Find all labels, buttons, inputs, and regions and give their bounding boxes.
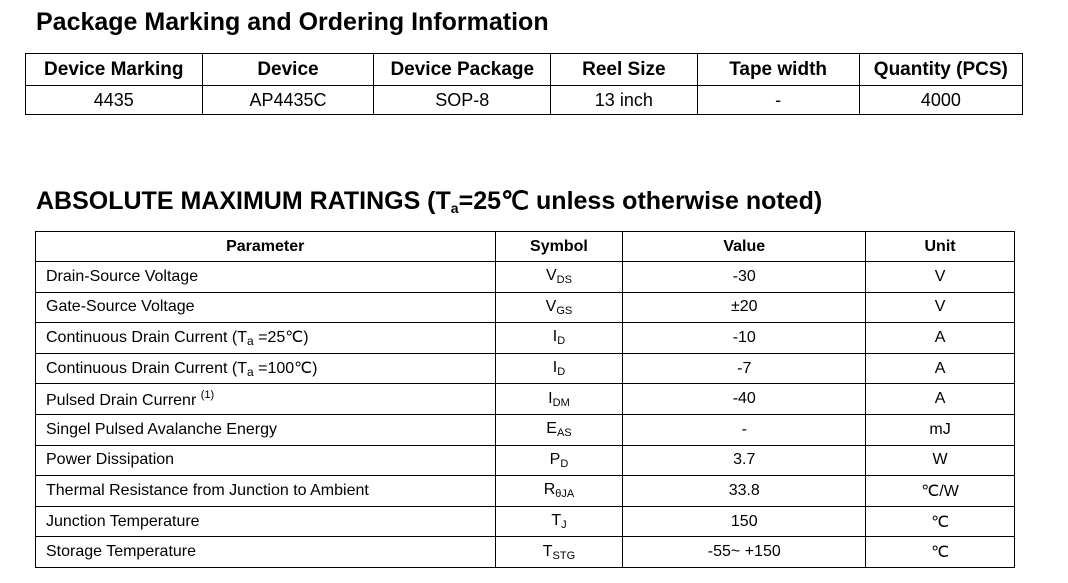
header-quantity: Quantity (PCS) bbox=[859, 54, 1022, 86]
cell-parameter bbox=[36, 323, 496, 354]
cell-parameter bbox=[36, 476, 496, 507]
cell-parameter bbox=[36, 445, 496, 476]
symbol-subscript: J bbox=[561, 519, 567, 532]
cell-unit: ℃/W bbox=[866, 476, 1015, 507]
ratings-header-row bbox=[36, 232, 1015, 262]
cell-symbol bbox=[495, 537, 623, 568]
symbol-main: E bbox=[546, 420, 557, 438]
cell-value: ±20 bbox=[623, 292, 866, 323]
header-device-package: Device Package bbox=[374, 54, 551, 86]
symbol-main: V bbox=[545, 297, 557, 315]
parameter-text: Singel Pulsed Avalanche Energy bbox=[46, 420, 277, 438]
header-tape-width: Tape width bbox=[697, 54, 859, 86]
symbol-subscript: D bbox=[557, 366, 566, 379]
cell-value: -30 bbox=[623, 262, 866, 293]
cell-value: 3.7 bbox=[623, 445, 866, 476]
cell-value: - bbox=[623, 414, 866, 445]
cell-unit: A bbox=[866, 323, 1015, 354]
ordering-table bbox=[25, 53, 1023, 115]
header-value: Value bbox=[623, 232, 866, 262]
symbol-subscript: D bbox=[560, 457, 569, 470]
symbol-main: T bbox=[551, 512, 562, 530]
table-row bbox=[36, 353, 1015, 384]
cell-quantity: 4000 bbox=[859, 86, 1022, 115]
parameter-suffix: =100℃) bbox=[253, 360, 318, 378]
cell-parameter bbox=[36, 353, 496, 384]
cell-parameter bbox=[36, 262, 496, 293]
cell-device-package: SOP-8 bbox=[374, 86, 551, 115]
parameter-text: Power Dissipation bbox=[46, 451, 175, 469]
symbol-main: R bbox=[543, 481, 556, 499]
ratings-title-suffix: =25℃ unless otherwise noted) bbox=[458, 187, 823, 215]
cell-symbol bbox=[495, 323, 623, 354]
header-device-marking: Device Marking bbox=[26, 54, 203, 86]
cell-parameter bbox=[36, 506, 496, 537]
cell-value: 150 bbox=[623, 506, 866, 537]
ratings-title-prefix: ABSOLUTE MAXIMUM RATINGS (T bbox=[36, 187, 451, 215]
ordering-header-row bbox=[26, 54, 1023, 86]
cell-value: -10 bbox=[623, 323, 866, 354]
header-unit: Unit bbox=[866, 232, 1015, 262]
table-row bbox=[36, 384, 1015, 415]
symbol-subscript: θJA bbox=[555, 488, 575, 501]
cell-unit: A bbox=[866, 353, 1015, 384]
cell-unit: W bbox=[866, 445, 1015, 476]
cell-unit: V bbox=[866, 292, 1015, 323]
parameter-text: Gate-Source Voltage bbox=[46, 298, 195, 316]
symbol-subscript: DS bbox=[556, 274, 572, 287]
parameter-text: Junction Temperature bbox=[46, 512, 200, 530]
symbol-main: T bbox=[542, 542, 553, 560]
table-row bbox=[36, 414, 1015, 445]
parameter-suffix: =25℃) bbox=[253, 329, 309, 347]
symbol-subscript: STG bbox=[552, 549, 576, 562]
header-parameter: Parameter bbox=[36, 232, 496, 262]
parameter-subscript: a bbox=[246, 365, 254, 380]
cell-symbol bbox=[495, 506, 623, 537]
symbol-subscript: DM bbox=[552, 396, 570, 409]
cell-parameter bbox=[36, 384, 496, 415]
ratings-table bbox=[35, 231, 1015, 568]
cell-value: -55~ +150 bbox=[623, 537, 866, 568]
parameter-footnote: (1) bbox=[200, 388, 215, 401]
symbol-main: I bbox=[548, 389, 553, 407]
table-row bbox=[36, 445, 1015, 476]
cell-parameter bbox=[36, 537, 496, 568]
cell-tape-width: - bbox=[697, 86, 859, 115]
cell-symbol bbox=[495, 353, 623, 384]
parameter-subscript: a bbox=[246, 334, 254, 349]
ratings-title bbox=[36, 186, 822, 216]
cell-unit: ℃ bbox=[866, 506, 1015, 537]
table-row bbox=[36, 323, 1015, 354]
cell-value: 33.8 bbox=[623, 476, 866, 507]
parameter-text: Drain-Source Voltage bbox=[46, 267, 199, 285]
cell-device: AP4435C bbox=[202, 86, 374, 115]
ordering-title: Package Marking and Ordering Information bbox=[36, 8, 549, 36]
cell-reel-size: 13 inch bbox=[551, 86, 697, 115]
cell-symbol bbox=[495, 384, 623, 415]
cell-value: -40 bbox=[623, 384, 866, 415]
cell-symbol bbox=[495, 476, 623, 507]
cell-unit: ℃ bbox=[866, 537, 1015, 568]
cell-device-marking: 4435 bbox=[26, 86, 203, 115]
ratings-title-sub: a bbox=[450, 200, 459, 216]
table-row bbox=[36, 476, 1015, 507]
table-row bbox=[36, 262, 1015, 293]
cell-symbol bbox=[495, 414, 623, 445]
cell-unit: mJ bbox=[866, 414, 1015, 445]
header-device: Device bbox=[202, 54, 374, 86]
cell-unit: A bbox=[866, 384, 1015, 415]
symbol-main: V bbox=[545, 267, 557, 285]
cell-parameter bbox=[36, 414, 496, 445]
cell-value: -7 bbox=[623, 353, 866, 384]
symbol-main: I bbox=[552, 328, 558, 346]
symbol-subscript: AS bbox=[556, 427, 572, 440]
symbol-subscript: GS bbox=[556, 304, 573, 317]
table-row bbox=[36, 537, 1015, 568]
cell-symbol bbox=[495, 445, 623, 476]
parameter-text: Pulsed Drain Currenr bbox=[46, 391, 197, 409]
parameter-text: Storage Temperature bbox=[46, 543, 197, 561]
symbol-subscript: D bbox=[557, 335, 566, 348]
header-symbol: Symbol bbox=[495, 232, 623, 262]
cell-parameter bbox=[36, 292, 496, 323]
parameter-text: Thermal Resistance from Junction to Ambient bbox=[46, 481, 369, 499]
header-reel-size: Reel Size bbox=[551, 54, 697, 86]
parameter-text: Continuous Drain Current (T bbox=[46, 360, 247, 378]
cell-unit: V bbox=[866, 262, 1015, 293]
cell-symbol bbox=[495, 262, 623, 293]
symbol-main: I bbox=[552, 359, 558, 377]
table-row bbox=[36, 292, 1015, 323]
table-row bbox=[36, 506, 1015, 537]
symbol-main: P bbox=[549, 450, 561, 468]
parameter-text: Continuous Drain Current (T bbox=[46, 329, 247, 347]
cell-symbol bbox=[495, 292, 623, 323]
ordering-data-row bbox=[26, 86, 1023, 115]
